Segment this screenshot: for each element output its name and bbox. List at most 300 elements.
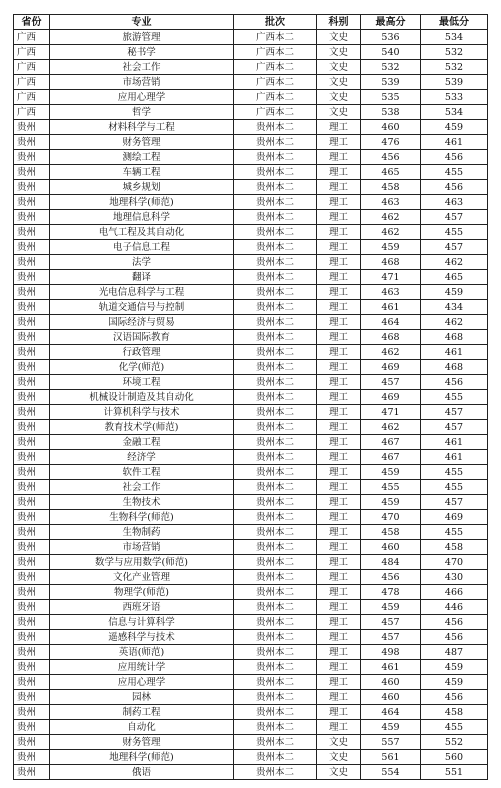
cell-max-score: 459 xyxy=(361,495,421,510)
cell-batch: 贵州本二 xyxy=(234,675,317,690)
cell-min-score: 459 xyxy=(421,675,488,690)
cell-max-score: 554 xyxy=(361,765,421,780)
table-row xyxy=(14,330,488,345)
cell-subject-type: 理工 xyxy=(317,630,361,645)
cell-province: 贵州 xyxy=(14,345,50,360)
cell-max-score: 464 xyxy=(361,315,421,330)
table-row xyxy=(14,90,488,105)
cell-max-score: 458 xyxy=(361,180,421,195)
table-body xyxy=(14,30,488,780)
cell-subject-type: 文史 xyxy=(317,105,361,120)
cell-subject-type: 理工 xyxy=(317,195,361,210)
cell-max-score: 457 xyxy=(361,375,421,390)
cell-major: 俄语 xyxy=(50,765,234,780)
cell-subject-type: 理工 xyxy=(317,330,361,345)
cell-batch: 广西本二 xyxy=(234,30,317,45)
cell-min-score: 457 xyxy=(421,405,488,420)
cell-min-score: 455 xyxy=(421,225,488,240)
cell-max-score: 458 xyxy=(361,525,421,540)
cell-max-score: 536 xyxy=(361,30,421,45)
cell-major: 文化产业管理 xyxy=(50,570,234,585)
cell-min-score: 458 xyxy=(421,540,488,555)
table-row xyxy=(14,705,488,720)
cell-batch: 贵州本二 xyxy=(234,285,317,300)
cell-major: 制药工程 xyxy=(50,705,234,720)
cell-subject-type: 文史 xyxy=(317,75,361,90)
table-row xyxy=(14,75,488,90)
cell-batch: 贵州本二 xyxy=(234,315,317,330)
cell-major: 计算机科学与技术 xyxy=(50,405,234,420)
cell-major: 教育技术学(师范) xyxy=(50,420,234,435)
cell-batch: 贵州本二 xyxy=(234,705,317,720)
table-row xyxy=(14,45,488,60)
cell-batch: 广西本二 xyxy=(234,105,317,120)
table-row xyxy=(14,630,488,645)
cell-max-score: 557 xyxy=(361,735,421,750)
cell-max-score: 470 xyxy=(361,510,421,525)
cell-batch: 贵州本二 xyxy=(234,210,317,225)
cell-major: 社会工作 xyxy=(50,480,234,495)
cell-min-score: 456 xyxy=(421,615,488,630)
cell-min-score: 459 xyxy=(421,120,488,135)
cell-batch: 广西本二 xyxy=(234,60,317,75)
table-row xyxy=(14,450,488,465)
cell-major: 社会工作 xyxy=(50,60,234,75)
cell-max-score: 462 xyxy=(361,345,421,360)
cell-major: 园林 xyxy=(50,690,234,705)
cell-min-score: 455 xyxy=(421,390,488,405)
cell-province: 贵州 xyxy=(14,240,50,255)
cell-min-score: 456 xyxy=(421,630,488,645)
cell-subject-type: 理工 xyxy=(317,510,361,525)
cell-subject-type: 理工 xyxy=(317,720,361,735)
table-row xyxy=(14,435,488,450)
cell-province: 贵州 xyxy=(14,270,50,285)
cell-major: 应用心理学 xyxy=(50,675,234,690)
cell-province: 贵州 xyxy=(14,630,50,645)
cell-subject-type: 文史 xyxy=(317,750,361,765)
cell-max-score: 459 xyxy=(361,600,421,615)
cell-max-score: 457 xyxy=(361,615,421,630)
cell-province: 贵州 xyxy=(14,495,50,510)
cell-min-score: 455 xyxy=(421,465,488,480)
cell-subject-type: 理工 xyxy=(317,585,361,600)
cell-batch: 贵州本二 xyxy=(234,480,317,495)
table-row xyxy=(14,750,488,765)
cell-batch: 贵州本二 xyxy=(234,330,317,345)
cell-subject-type: 理工 xyxy=(317,600,361,615)
cell-major: 秘书学 xyxy=(50,45,234,60)
cell-max-score: 535 xyxy=(361,90,421,105)
cell-max-score: 478 xyxy=(361,585,421,600)
header-batch: 批次 xyxy=(234,15,317,30)
cell-batch: 贵州本二 xyxy=(234,450,317,465)
cell-min-score: 461 xyxy=(421,450,488,465)
cell-subject-type: 理工 xyxy=(317,690,361,705)
cell-subject-type: 理工 xyxy=(317,180,361,195)
cell-subject-type: 理工 xyxy=(317,495,361,510)
header-min-score: 最低分 xyxy=(421,15,488,30)
cell-subject-type: 理工 xyxy=(317,240,361,255)
cell-major: 数学与应用数学(师范) xyxy=(50,555,234,570)
table-row xyxy=(14,525,488,540)
cell-subject-type: 理工 xyxy=(317,375,361,390)
table-row xyxy=(14,180,488,195)
cell-major: 生物科学(师范) xyxy=(50,510,234,525)
cell-min-score: 462 xyxy=(421,315,488,330)
cell-province: 贵州 xyxy=(14,765,50,780)
cell-major: 测绘工程 xyxy=(50,150,234,165)
cell-min-score: 534 xyxy=(421,105,488,120)
cell-major: 市场营销 xyxy=(50,540,234,555)
cell-min-score: 457 xyxy=(421,210,488,225)
cell-major: 行政管理 xyxy=(50,345,234,360)
table-row xyxy=(14,690,488,705)
cell-max-score: 538 xyxy=(361,105,421,120)
cell-batch: 贵州本二 xyxy=(234,420,317,435)
cell-max-score: 462 xyxy=(361,420,421,435)
cell-major: 化学(师范) xyxy=(50,360,234,375)
cell-max-score: 498 xyxy=(361,645,421,660)
cell-batch: 贵州本二 xyxy=(234,750,317,765)
cell-subject-type: 理工 xyxy=(317,360,361,375)
cell-major: 遥感科学与技术 xyxy=(50,630,234,645)
table-row xyxy=(14,285,488,300)
cell-major: 财务管理 xyxy=(50,135,234,150)
cell-subject-type: 理工 xyxy=(317,435,361,450)
cell-province: 贵州 xyxy=(14,135,50,150)
cell-min-score: 532 xyxy=(421,60,488,75)
cell-min-score: 552 xyxy=(421,735,488,750)
cell-batch: 贵州本二 xyxy=(234,630,317,645)
cell-batch: 贵州本二 xyxy=(234,555,317,570)
cell-batch: 贵州本二 xyxy=(234,135,317,150)
cell-subject-type: 理工 xyxy=(317,255,361,270)
cell-subject-type: 理工 xyxy=(317,480,361,495)
cell-batch: 贵州本二 xyxy=(234,645,317,660)
cell-batch: 贵州本二 xyxy=(234,375,317,390)
cell-min-score: 461 xyxy=(421,345,488,360)
cell-major: 生物技术 xyxy=(50,495,234,510)
cell-major: 电子信息工程 xyxy=(50,240,234,255)
cell-batch: 贵州本二 xyxy=(234,570,317,585)
cell-major: 城乡规划 xyxy=(50,180,234,195)
cell-province: 贵州 xyxy=(14,615,50,630)
cell-min-score: 551 xyxy=(421,765,488,780)
cell-min-score: 434 xyxy=(421,300,488,315)
cell-min-score: 459 xyxy=(421,660,488,675)
cell-major: 软件工程 xyxy=(50,465,234,480)
header-row xyxy=(14,15,488,30)
table-row xyxy=(14,345,488,360)
cell-province: 贵州 xyxy=(14,450,50,465)
cell-province: 贵州 xyxy=(14,720,50,735)
cell-batch: 贵州本二 xyxy=(234,225,317,240)
cell-province: 贵州 xyxy=(14,690,50,705)
cell-province: 贵州 xyxy=(14,225,50,240)
cell-major: 光电信息科学与工程 xyxy=(50,285,234,300)
cell-province: 贵州 xyxy=(14,660,50,675)
cell-max-score: 464 xyxy=(361,705,421,720)
cell-max-score: 462 xyxy=(361,210,421,225)
cell-major: 地理科学(师范) xyxy=(50,750,234,765)
cell-subject-type: 理工 xyxy=(317,225,361,240)
cell-min-score: 469 xyxy=(421,510,488,525)
table-row xyxy=(14,360,488,375)
cell-batch: 贵州本二 xyxy=(234,615,317,630)
cell-subject-type: 理工 xyxy=(317,570,361,585)
table-row xyxy=(14,720,488,735)
table-row xyxy=(14,600,488,615)
table-row xyxy=(14,315,488,330)
cell-max-score: 539 xyxy=(361,75,421,90)
cell-batch: 贵州本二 xyxy=(234,405,317,420)
cell-province: 广西 xyxy=(14,30,50,45)
cell-major: 市场营销 xyxy=(50,75,234,90)
cell-min-score: 456 xyxy=(421,180,488,195)
cell-max-score: 460 xyxy=(361,120,421,135)
cell-min-score: 455 xyxy=(421,165,488,180)
cell-min-score: 539 xyxy=(421,75,488,90)
cell-province: 贵州 xyxy=(14,705,50,720)
cell-subject-type: 理工 xyxy=(317,675,361,690)
cell-max-score: 460 xyxy=(361,690,421,705)
table-row xyxy=(14,135,488,150)
table-row xyxy=(14,660,488,675)
cell-batch: 贵州本二 xyxy=(234,465,317,480)
cell-province: 广西 xyxy=(14,45,50,60)
table-row xyxy=(14,60,488,75)
table-row xyxy=(14,255,488,270)
cell-subject-type: 理工 xyxy=(317,345,361,360)
cell-min-score: 463 xyxy=(421,195,488,210)
cell-major: 经济学 xyxy=(50,450,234,465)
cell-province: 贵州 xyxy=(14,285,50,300)
cell-batch: 贵州本二 xyxy=(234,360,317,375)
cell-subject-type: 理工 xyxy=(317,450,361,465)
cell-major: 财务管理 xyxy=(50,735,234,750)
cell-batch: 贵州本二 xyxy=(234,585,317,600)
cell-province: 贵州 xyxy=(14,480,50,495)
cell-max-score: 467 xyxy=(361,450,421,465)
cell-major: 材料科学与工程 xyxy=(50,120,234,135)
table-row xyxy=(14,240,488,255)
cell-min-score: 455 xyxy=(421,525,488,540)
table-row xyxy=(14,195,488,210)
cell-batch: 贵州本二 xyxy=(234,540,317,555)
cell-min-score: 560 xyxy=(421,750,488,765)
header-province: 省份 xyxy=(14,15,50,30)
cell-max-score: 561 xyxy=(361,750,421,765)
cell-max-score: 532 xyxy=(361,60,421,75)
cell-province: 广西 xyxy=(14,60,50,75)
cell-province: 贵州 xyxy=(14,150,50,165)
cell-subject-type: 理工 xyxy=(317,315,361,330)
cell-subject-type: 文史 xyxy=(317,765,361,780)
cell-major: 物理学(师范) xyxy=(50,585,234,600)
cell-max-score: 457 xyxy=(361,630,421,645)
cell-min-score: 468 xyxy=(421,330,488,345)
cell-major: 金融工程 xyxy=(50,435,234,450)
header-subject-type: 科别 xyxy=(317,15,361,30)
cell-min-score: 457 xyxy=(421,240,488,255)
cell-min-score: 461 xyxy=(421,435,488,450)
cell-province: 贵州 xyxy=(14,750,50,765)
cell-subject-type: 理工 xyxy=(317,405,361,420)
table-row xyxy=(14,735,488,750)
cell-batch: 贵州本二 xyxy=(234,735,317,750)
table-row xyxy=(14,150,488,165)
cell-province: 贵州 xyxy=(14,330,50,345)
cell-major: 信息与计算科学 xyxy=(50,615,234,630)
cell-max-score: 468 xyxy=(361,330,421,345)
cell-min-score: 457 xyxy=(421,420,488,435)
cell-batch: 贵州本二 xyxy=(234,150,317,165)
cell-min-score: 534 xyxy=(421,30,488,45)
cell-min-score: 533 xyxy=(421,90,488,105)
cell-min-score: 470 xyxy=(421,555,488,570)
cell-subject-type: 理工 xyxy=(317,150,361,165)
table-row xyxy=(14,390,488,405)
table-row xyxy=(14,120,488,135)
cell-major: 应用统计学 xyxy=(50,660,234,675)
cell-max-score: 469 xyxy=(361,360,421,375)
cell-subject-type: 文史 xyxy=(317,90,361,105)
cell-major: 生物制药 xyxy=(50,525,234,540)
header-max-score: 最高分 xyxy=(361,15,421,30)
cell-major: 机械设计制造及其自动化 xyxy=(50,390,234,405)
cell-province: 贵州 xyxy=(14,390,50,405)
cell-major: 电气工程及其自动化 xyxy=(50,225,234,240)
cell-max-score: 460 xyxy=(361,540,421,555)
cell-province: 贵州 xyxy=(14,735,50,750)
cell-max-score: 540 xyxy=(361,45,421,60)
cell-major: 自动化 xyxy=(50,720,234,735)
table-row xyxy=(14,225,488,240)
table-row xyxy=(14,165,488,180)
cell-max-score: 467 xyxy=(361,435,421,450)
cell-min-score: 465 xyxy=(421,270,488,285)
cell-min-score: 468 xyxy=(421,360,488,375)
cell-province: 贵州 xyxy=(14,360,50,375)
cell-max-score: 459 xyxy=(361,720,421,735)
cell-province: 贵州 xyxy=(14,375,50,390)
cell-batch: 贵州本二 xyxy=(234,270,317,285)
cell-subject-type: 理工 xyxy=(317,705,361,720)
cell-max-score: 465 xyxy=(361,165,421,180)
cell-province: 广西 xyxy=(14,75,50,90)
table-row xyxy=(14,420,488,435)
cell-max-score: 461 xyxy=(361,660,421,675)
table-row xyxy=(14,555,488,570)
cell-min-score: 487 xyxy=(421,645,488,660)
admission-score-table xyxy=(13,14,488,780)
cell-province: 贵州 xyxy=(14,645,50,660)
cell-min-score: 455 xyxy=(421,720,488,735)
cell-subject-type: 理工 xyxy=(317,270,361,285)
cell-max-score: 463 xyxy=(361,195,421,210)
cell-province: 贵州 xyxy=(14,600,50,615)
header-major: 专业 xyxy=(50,15,234,30)
cell-major: 地理信息科学 xyxy=(50,210,234,225)
cell-batch: 广西本二 xyxy=(234,45,317,60)
table-row xyxy=(14,480,488,495)
cell-batch: 贵州本二 xyxy=(234,165,317,180)
cell-batch: 贵州本二 xyxy=(234,765,317,780)
cell-max-score: 484 xyxy=(361,555,421,570)
cell-max-score: 456 xyxy=(361,150,421,165)
cell-province: 贵州 xyxy=(14,165,50,180)
cell-province: 广西 xyxy=(14,105,50,120)
cell-major: 法学 xyxy=(50,255,234,270)
table-row xyxy=(14,645,488,660)
cell-batch: 贵州本二 xyxy=(234,720,317,735)
cell-batch: 贵州本二 xyxy=(234,390,317,405)
cell-major: 西班牙语 xyxy=(50,600,234,615)
cell-max-score: 476 xyxy=(361,135,421,150)
cell-province: 贵州 xyxy=(14,120,50,135)
cell-subject-type: 理工 xyxy=(317,615,361,630)
cell-batch: 贵州本二 xyxy=(234,300,317,315)
cell-min-score: 532 xyxy=(421,45,488,60)
table-row xyxy=(14,465,488,480)
cell-min-score: 456 xyxy=(421,690,488,705)
cell-subject-type: 理工 xyxy=(317,645,361,660)
cell-min-score: 457 xyxy=(421,495,488,510)
cell-province: 贵州 xyxy=(14,675,50,690)
cell-subject-type: 理工 xyxy=(317,540,361,555)
cell-major: 旅游管理 xyxy=(50,30,234,45)
cell-major: 哲学 xyxy=(50,105,234,120)
cell-province: 贵州 xyxy=(14,315,50,330)
cell-max-score: 461 xyxy=(361,300,421,315)
cell-province: 贵州 xyxy=(14,210,50,225)
cell-batch: 贵州本二 xyxy=(234,510,317,525)
cell-subject-type: 理工 xyxy=(317,555,361,570)
cell-max-score: 459 xyxy=(361,465,421,480)
table-row xyxy=(14,675,488,690)
cell-province: 广西 xyxy=(14,90,50,105)
cell-batch: 广西本二 xyxy=(234,75,317,90)
cell-batch: 贵州本二 xyxy=(234,660,317,675)
cell-province: 贵州 xyxy=(14,420,50,435)
cell-max-score: 468 xyxy=(361,255,421,270)
cell-min-score: 466 xyxy=(421,585,488,600)
cell-max-score: 459 xyxy=(361,240,421,255)
cell-province: 贵州 xyxy=(14,180,50,195)
cell-batch: 贵州本二 xyxy=(234,525,317,540)
cell-subject-type: 理工 xyxy=(317,120,361,135)
cell-batch: 贵州本二 xyxy=(234,690,317,705)
cell-max-score: 455 xyxy=(361,480,421,495)
cell-batch: 贵州本二 xyxy=(234,435,317,450)
cell-province: 贵州 xyxy=(14,405,50,420)
table-row xyxy=(14,540,488,555)
cell-batch: 贵州本二 xyxy=(234,345,317,360)
cell-major: 轨道交通信号与控制 xyxy=(50,300,234,315)
cell-province: 贵州 xyxy=(14,585,50,600)
table-row xyxy=(14,300,488,315)
cell-province: 贵州 xyxy=(14,510,50,525)
cell-major: 地理科学(师范) xyxy=(50,195,234,210)
cell-major: 车辆工程 xyxy=(50,165,234,180)
cell-subject-type: 文史 xyxy=(317,735,361,750)
cell-min-score: 459 xyxy=(421,285,488,300)
cell-subject-type: 理工 xyxy=(317,420,361,435)
table-row xyxy=(14,210,488,225)
cell-subject-type: 理工 xyxy=(317,285,361,300)
table-row xyxy=(14,510,488,525)
